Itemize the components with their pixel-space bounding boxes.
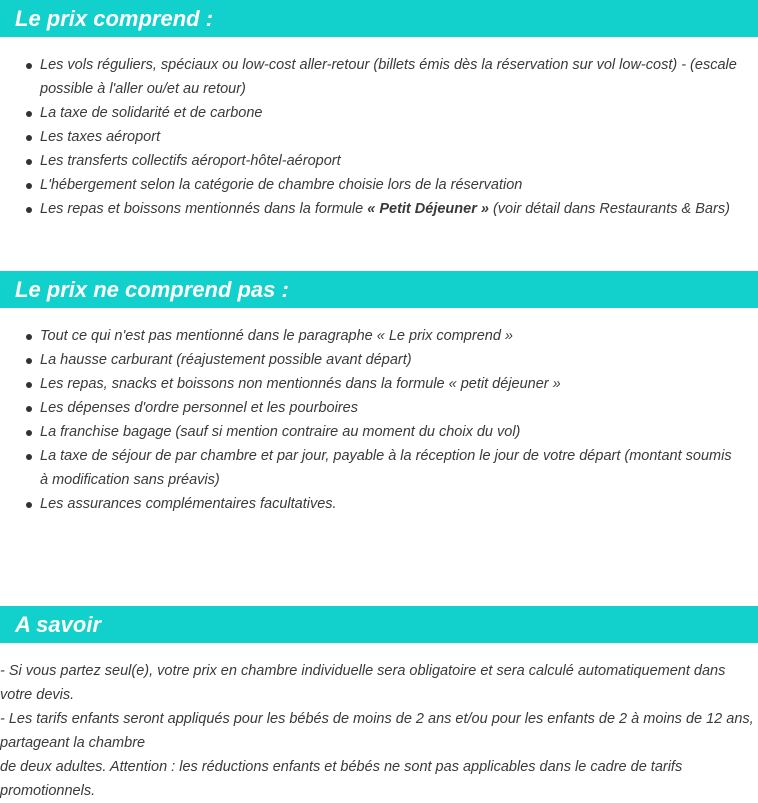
section-header-info: A savoir <box>0 606 758 643</box>
info-paragraph: de deux adultes. Attention : les réductions enfants et bébés ne sont pas applicables dans le cadre de tarifs promotionnels. <box>0 759 683 799</box>
bullet-icon <box>26 502 32 508</box>
included-list <box>0 53 740 221</box>
list-item: Tout ce qui n'est pas mentionné dans le paragraphe « Le prix comprend » <box>0 324 740 348</box>
formula-name: « Petit Déjeuner » <box>367 201 489 217</box>
info-paragraph: - Les tarifs enfants seront appliqués pour les bébés de moins de 2 ans et/ou pour les enfants de 2 à moins de 12 ans, partageant la chambre <box>0 711 754 751</box>
bullet-icon <box>26 358 32 364</box>
bullet-icon <box>26 382 32 388</box>
info-text <box>0 659 756 803</box>
list-item: La franchise bagage (sauf si mention contraire au moment du choix du vol) <box>0 420 740 444</box>
list-item: Les dépenses d'ordre personnel et les pourboires <box>0 396 740 420</box>
list-item: La hausse carburant (réajustement possible avant départ) <box>0 348 740 372</box>
bullet-icon <box>26 159 32 165</box>
bullet-icon <box>26 207 32 213</box>
excluded-list <box>0 324 740 516</box>
list-item: Les repas et boissons mentionnés dans la formule « Petit Déjeuner » (voir détail dans Restaurants & Bars) <box>0 197 740 221</box>
list-item: Les transferts collectifs aéroport-hôtel-aéroport <box>0 149 740 173</box>
section-header-excluded: Le prix ne comprend pas : <box>0 271 758 308</box>
list-item: L'hébergement selon la catégorie de chambre choisie lors de la réservation <box>0 173 740 197</box>
list-item: Les vols réguliers, spéciaux ou low-cost aller-retour (billets émis dès la réservation sur vol low-cost) - (escale possible à l'aller ou/et au retour) <box>0 53 740 101</box>
bullet-icon <box>26 454 32 460</box>
list-item: La taxe de séjour de par chambre et par jour, payable à la réception le jour de votre départ (montant soumis à modification sans préavis) <box>0 444 740 492</box>
list-item: La taxe de solidarité et de carbone <box>0 101 740 125</box>
bullet-icon <box>26 111 32 117</box>
list-item: Les repas, snacks et boissons non mentionnés dans la formule « petit déjeuner » <box>0 372 740 396</box>
bullet-icon <box>26 430 32 436</box>
info-paragraph: - Si vous partez seul(e), votre prix en chambre individuelle sera obligatoire et sera calculé automatiquement dans votre devis. <box>0 663 726 703</box>
bullet-icon <box>26 135 32 141</box>
bullet-icon <box>26 63 32 69</box>
list-item: Les taxes aéroport <box>0 125 740 149</box>
bullet-icon <box>26 183 32 189</box>
list-item: Les assurances complémentaires facultatives. <box>0 492 740 516</box>
bullet-icon <box>26 406 32 412</box>
section-header-included: Le prix comprend : <box>0 0 758 37</box>
bullet-icon <box>26 334 32 340</box>
